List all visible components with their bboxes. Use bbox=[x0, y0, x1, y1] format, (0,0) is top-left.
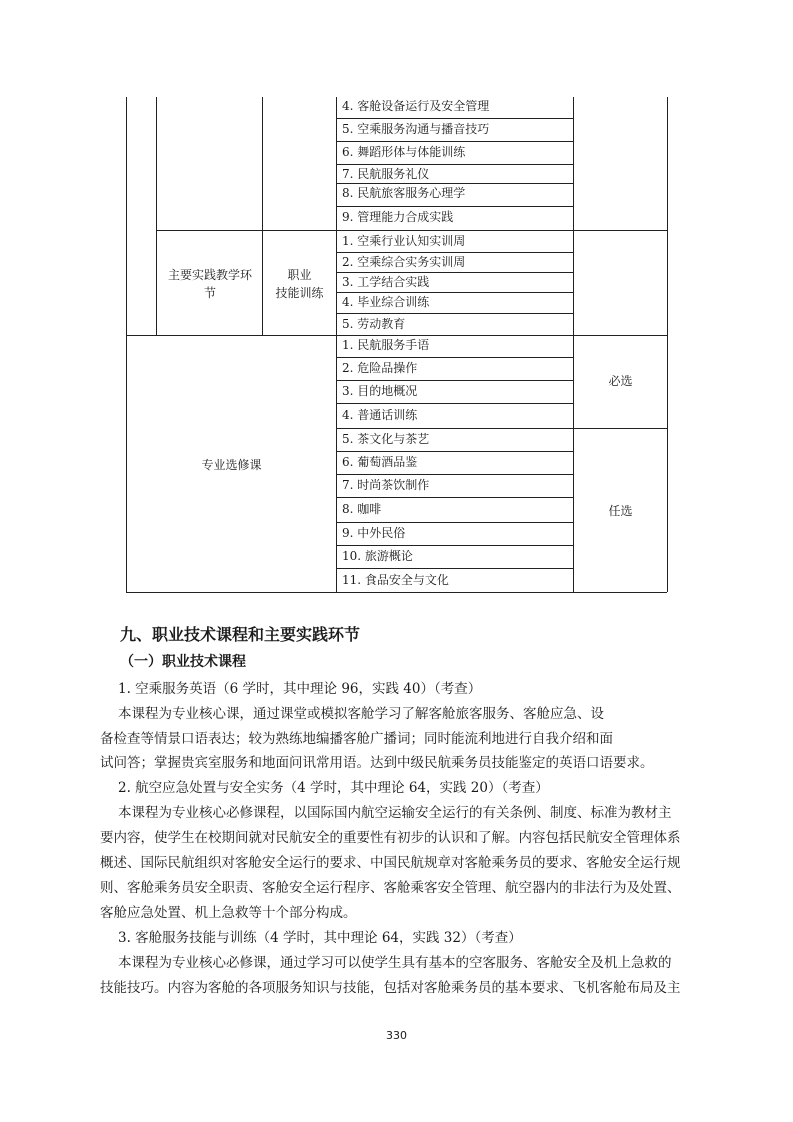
course-title: 1. 空乘服务英语（6 学时，其中理论 96，实践 40）（考查） bbox=[118, 681, 482, 697]
paragraph-line: 要内容，使学生在校期间就对民航安全的重要性有初步的认识和了解。内容包括民航安全管理体系 bbox=[100, 830, 681, 846]
course-item: 8. 民航旅客服务心理学 bbox=[342, 186, 466, 200]
page-number: 330 bbox=[386, 1029, 407, 1042]
paragraph-line: 试问答；掌握贵宾室服务和地面问讯常用语。达到中级民航乘务员技能鉴定的英语口语要求。 bbox=[100, 755, 654, 771]
paragraph-line: 则、客舱乘务员安全职责、客舱安全运行程序、客舱乘客安全管理、航空器内的非法行为及处置、 bbox=[100, 880, 681, 896]
optional-item: 5. 茶文化与茶艺 bbox=[342, 432, 430, 446]
paragraph-line: 本课程为专业核心课，通过课堂或模拟客舱学习了解客舱旅客服务、客舱应急、设 bbox=[118, 706, 604, 722]
practice-item: 3. 工学结合实践 bbox=[342, 275, 430, 289]
paragraph-line: 概述、国际民航组织对客舱安全运行的要求、中国民航规章对客舱乘务员的要求、客舱安全运行规 bbox=[100, 855, 681, 871]
practice-label: 主要实践教学环 节 bbox=[167, 268, 252, 300]
optional-item: 10. 旅游概论 bbox=[342, 549, 413, 563]
section-heading: 九、职业技术课程和主要实践环节 bbox=[120, 625, 361, 644]
course-title: 2. 航空应急处置与安全实务（4 学时，其中理论 64，实践 20）（考查） bbox=[118, 780, 549, 796]
optional-label: 任选 bbox=[608, 504, 633, 518]
optional-item: 7. 时尚茶饮制作 bbox=[342, 478, 430, 492]
required-item: 1. 民航服务手语 bbox=[342, 338, 430, 352]
paragraph-line: 技能技巧。内容为客舱的各项服务知识与技能，包括对客舱乘务员的基本要求、飞机客舱布局及主 bbox=[100, 980, 681, 996]
course-item: 7. 民航服务礼仪 bbox=[342, 167, 430, 181]
paragraph-line: 客舱应急处置、机上急救等十个部分构成。 bbox=[100, 905, 357, 921]
practice-item: 5. 劳动教育 bbox=[342, 317, 406, 331]
course-item: 6. 舞蹈形体与体能训练 bbox=[342, 145, 466, 159]
required-item: 4. 普通话训练 bbox=[342, 408, 418, 422]
elective-label: 专业选修课 bbox=[201, 458, 262, 472]
course-item: 9. 管理能力合成实践 bbox=[342, 210, 454, 224]
optional-item: 6. 葡萄酒品鉴 bbox=[342, 455, 418, 469]
paragraph-line: 本课程为专业核心必修课程，以国际国内航空运输安全运行的有关条例、制度、标准为教材主 bbox=[118, 805, 672, 821]
practice-item: 4. 毕业综合训练 bbox=[342, 295, 430, 309]
practice-item: 1. 空乘行业认知实训周 bbox=[342, 234, 466, 248]
required-item: 3. 目的地概况 bbox=[342, 384, 418, 398]
required-item: 2. 危险品操作 bbox=[342, 361, 418, 375]
optional-item: 9. 中外民俗 bbox=[342, 526, 406, 540]
optional-item: 11. 食品安全与文化 bbox=[342, 573, 449, 587]
course-item: 5. 空乘服务沟通与播音技巧 bbox=[342, 122, 490, 136]
course-item: 4. 客舱设备运行及安全管理 bbox=[342, 99, 490, 113]
optional-item: 8. 咖啡 bbox=[342, 502, 382, 516]
paragraph-line: 备检查等情景口语表达；较为熟练地编播客舱广播词；同时能流利地进行自我介绍和面 bbox=[100, 731, 613, 747]
required-label: 必选 bbox=[608, 374, 633, 388]
course-title: 3. 客舱服务技能与训练（4 学时，其中理论 64，实践 32）（考查） bbox=[118, 930, 522, 946]
practice-item: 2. 空乘综合实务实训周 bbox=[342, 255, 466, 269]
skill-label: 职业 技能训练 bbox=[275, 268, 324, 300]
paragraph-line: 本课程为专业核心必修课，通过学习可以使学生具有基本的空客服务、客舱安全及机上急救的 bbox=[118, 955, 672, 971]
subsection-heading: （一）职业技术课程 bbox=[120, 654, 246, 670]
